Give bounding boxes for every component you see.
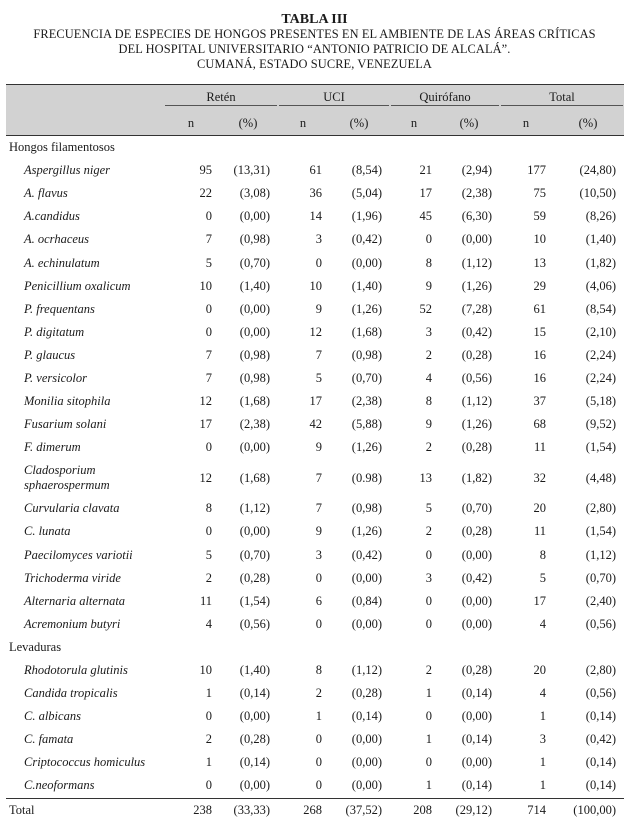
count-cell: 8 [539,547,546,562]
percent-cell: (0,00) [461,616,492,631]
count-cell: 13 [533,255,546,270]
percent-cell: (0,14) [585,778,616,793]
percent-cell: (1,12) [461,394,492,409]
percent-cell: (2,24) [585,370,616,385]
header-group-row [6,85,624,112]
count-cell: 4 [539,616,546,631]
table-row [6,659,624,682]
table-row [6,705,624,728]
table-row [6,436,624,459]
percent-cell: (1,12) [585,547,616,562]
header-group-uci: UCI [279,90,389,106]
percent-cell: (1,82) [585,255,616,270]
count-cell: 13 [419,470,432,485]
percent-cell: (4,48) [585,470,616,485]
count-cell: 0 [205,524,212,539]
count-cell: 17 [199,417,212,432]
count-cell: 9 [425,417,432,432]
species-name: Acremonium butyri [24,616,121,631]
count-cell: 1 [425,778,432,793]
table-title: TABLA III [281,12,348,27]
percent-cell: (0,70) [239,255,270,270]
species-name: Fusarium solani [24,417,107,432]
count-cell: 0 [425,755,432,770]
count-cell: 0 [425,547,432,562]
count-cell: 7 [315,501,322,516]
count-cell: 52 [419,301,432,316]
count-cell: 7 [205,232,212,247]
count-cell: 4 [539,686,546,701]
count-cell: 17 [533,593,546,608]
count-cell: 11 [533,440,546,455]
header-n: n [500,111,552,136]
count-cell: 0 [315,755,322,770]
total-count-cell: 714 [500,798,552,822]
count-cell: 20 [533,663,546,678]
count-cell: 1 [539,755,546,770]
count-cell: 21 [419,163,432,178]
count-cell: 0 [205,440,212,455]
count-cell: 11 [199,593,212,608]
header-percent: (%) [438,111,500,136]
species-name: P. glaucus [24,347,76,362]
count-cell: 61 [533,301,546,316]
percent-cell: (1,26) [461,417,492,432]
percent-cell: (1,82) [461,470,492,485]
count-cell: 1 [315,709,322,724]
species-name: C. albicans [24,709,81,724]
percent-cell: (0,28) [461,663,492,678]
count-cell: 4 [425,370,432,385]
percent-cell: (1,54) [585,524,616,539]
species-name: Criptococcus homiculus [24,755,146,770]
percent-cell: (8,26) [585,209,616,224]
percent-cell: (0,70) [351,370,382,385]
percent-cell: (0,14) [239,686,270,701]
percent-cell: (1,40) [239,278,270,293]
total-percent-cell: (33,33) [218,798,278,822]
count-cell: 0 [425,709,432,724]
count-cell: 45 [419,209,432,224]
percent-cell: (1,26) [351,524,382,539]
percent-cell: (2,38) [461,186,492,201]
species-name: A. ocrhaceus [24,232,90,247]
percent-cell: (0,56) [585,686,616,701]
percent-cell: (5,04) [351,186,382,201]
percent-cell: (0,70) [239,547,270,562]
percent-cell: (1,68) [239,470,270,485]
count-cell: 0 [315,570,322,585]
count-cell: 1 [425,686,432,701]
percent-cell: (0,14) [461,686,492,701]
percent-cell: (0,00) [351,255,382,270]
percent-cell: (1,12) [239,501,270,516]
percent-cell: (2,80) [585,501,616,516]
species-name: Trichoderma viride [24,570,121,585]
section-header-row [6,636,624,659]
species-name: Rhodotorula glutinis [24,663,128,678]
species-name: P. digitatum [24,324,85,339]
species-name: A. flavus [24,186,68,201]
count-cell: 0 [315,255,322,270]
percent-cell: (0,00) [239,709,270,724]
count-cell: 32 [533,470,546,485]
count-cell: 2 [205,732,212,747]
table-row [6,367,624,390]
percent-cell: (0,98) [239,232,270,247]
fungi-frequency-table [6,84,624,822]
table-row [6,390,624,413]
percent-cell: (0,00) [239,440,270,455]
count-cell: 9 [315,301,322,316]
table-row [6,275,624,298]
header-group-reten: Retén [165,90,277,106]
table-row [6,590,624,613]
header-sub-row [6,111,624,136]
percent-cell: (4,06) [585,278,616,293]
count-cell: 0 [315,778,322,793]
percent-cell: (6,30) [461,209,492,224]
count-cell: 8 [315,663,322,678]
percent-cell: (0,00) [239,301,270,316]
percent-cell: (0,42) [461,324,492,339]
count-cell: 8 [425,394,432,409]
percent-cell: (1,54) [239,593,270,608]
percent-cell: (0,98) [351,347,382,362]
header-n: n [164,111,218,136]
percent-cell: (0,84) [351,593,382,608]
count-cell: 9 [315,524,322,539]
count-cell: 1 [539,709,546,724]
count-cell: 2 [315,686,322,701]
percent-cell: (0,70) [461,501,492,516]
species-name: C. lunata [24,524,71,539]
table-row [6,682,624,705]
count-cell: 68 [533,417,546,432]
total-count-cell: 268 [278,798,328,822]
section-header-row [6,136,624,160]
percent-cell: (0,28) [461,440,492,455]
percent-cell: (0,70) [585,570,616,585]
percent-cell: (10,50) [579,186,616,201]
count-cell: 17 [419,186,432,201]
count-cell: 10 [199,278,212,293]
count-cell: 0 [425,616,432,631]
count-cell: 12 [199,470,212,485]
count-cell: 7 [315,470,322,485]
percent-cell: (0,00) [351,570,382,585]
count-cell: 0 [205,301,212,316]
percent-cell: (1,12) [461,255,492,270]
percent-cell: (0,14) [585,709,616,724]
percent-cell: (0,98) [239,370,270,385]
percent-cell: (0,00) [461,593,492,608]
percent-cell: (5,88) [351,417,382,432]
percent-cell: (0,00) [351,755,382,770]
section-label: Levaduras [9,639,62,654]
species-name: P. frequentans [24,301,95,316]
percent-cell: (0,14) [239,755,270,770]
header-blank [6,111,164,136]
percent-cell: (5,18) [585,394,616,409]
count-cell: 0 [315,616,322,631]
percent-cell: (0,14) [461,778,492,793]
species-name: Candida tropicalis [24,686,118,701]
count-cell: 20 [533,501,546,516]
percent-cell: (0,42) [585,732,616,747]
percent-cell: (2,10) [585,324,616,339]
percent-cell: (1,68) [239,394,270,409]
species-name: A.candidus [24,209,80,224]
species-name: Alternaria alternata [24,593,126,608]
percent-cell: (1,12) [351,663,382,678]
total-row [6,798,624,822]
count-cell: 95 [199,163,212,178]
percent-cell: (2,80) [585,663,616,678]
table-row [6,321,624,344]
percent-cell: (0,56) [461,370,492,385]
count-cell: 1 [539,778,546,793]
count-cell: 10 [199,663,212,678]
count-cell: 0 [425,232,432,247]
table-row [6,182,624,205]
count-cell: 5 [205,255,212,270]
count-cell: 3 [425,324,432,339]
count-cell: 7 [205,370,212,385]
table-row [6,298,624,321]
count-cell: 3 [539,732,546,747]
total-percent-cell: (100,00) [552,798,624,822]
species-name: Cladosporium sphaerospermum [24,463,110,493]
count-cell: 10 [533,232,546,247]
count-cell: 8 [205,501,212,516]
table-row [6,413,624,436]
header-percent: (%) [218,111,278,136]
header-group-total: Total [501,90,623,106]
percent-cell: (0,28) [351,686,382,701]
table-row [6,159,624,182]
count-cell: 9 [425,278,432,293]
percent-cell: (0,28) [239,570,270,585]
percent-cell: (1,54) [585,440,616,455]
table-row [6,613,624,636]
percent-cell: (0,00) [351,616,382,631]
percent-cell: (0,56) [239,616,270,631]
table-subtitle-line-2: DEL HOSPITAL UNIVERSITARIO “ANTONIO PATRICIO DE ALCALÁ”. [118,42,511,56]
percent-cell: (2,24) [585,347,616,362]
total-percent-cell: (37,52) [328,798,390,822]
count-cell: 16 [533,370,546,385]
table-subtitle-line-1: FRECUENCIA DE ESPECIES DE HONGOS PRESENTES EN EL AMBIENTE DE LAS ÁREAS CRÍTICAS [33,27,596,41]
header-n: n [390,111,438,136]
percent-cell: (1,40) [351,278,382,293]
table-row [6,751,624,774]
table-row [6,774,624,798]
percent-cell: (2,38) [239,417,270,432]
percent-cell: (0,00) [461,755,492,770]
count-cell: 5 [539,570,546,585]
count-cell: 8 [425,255,432,270]
header-blank [6,85,164,112]
count-cell: 17 [309,394,322,409]
percent-cell: (0,14) [461,732,492,747]
percent-cell: (2,94) [461,163,492,178]
count-cell: 12 [309,324,322,339]
total-count-cell: 238 [164,798,218,822]
count-cell: 0 [425,593,432,608]
percent-cell: (3,08) [239,186,270,201]
section-label: Hongos filamentosos [9,140,115,155]
count-cell: 0 [205,324,212,339]
count-cell: 3 [425,570,432,585]
table-row [6,251,624,274]
percent-cell: (24,80) [579,163,616,178]
percent-cell: (0,56) [585,616,616,631]
percent-cell: (0,98) [351,501,382,516]
count-cell: 16 [533,347,546,362]
table-row [6,728,624,751]
total-percent-cell: (29,12) [438,798,500,822]
total-count-cell: 208 [390,798,438,822]
species-name: C. famata [24,732,74,747]
table-row [6,567,624,590]
table-subtitle-line-3: CUMANÁ, ESTADO SUCRE, VENEZUELA [197,57,432,71]
percent-cell: (0,00) [239,209,270,224]
count-cell: 4 [205,616,212,631]
count-cell: 37 [533,394,546,409]
count-cell: 75 [533,186,546,201]
table-row [6,544,624,567]
count-cell: 3 [315,232,322,247]
percent-cell: (2,38) [351,394,382,409]
table-body [6,136,624,822]
percent-cell: (8,54) [585,301,616,316]
count-cell: 3 [315,547,322,562]
count-cell: 2 [425,347,432,362]
count-cell: 12 [199,394,212,409]
count-cell: 6 [315,593,322,608]
percent-cell: (0,28) [461,524,492,539]
percent-cell: (0,28) [239,732,270,747]
header-group-quirofano: Quirófano [391,90,499,106]
species-name: F. dimerum [24,440,81,455]
count-cell: 0 [205,709,212,724]
table-row [6,205,624,228]
percent-cell: (0,42) [351,547,382,562]
count-cell: 14 [309,209,322,224]
count-cell: 0 [315,732,322,747]
percent-cell: (1,26) [351,440,382,455]
percent-cell: (9,52) [585,417,616,432]
table-row [6,228,624,251]
species-name: Curvularia clavata [24,501,120,516]
percent-cell: (0,00) [351,732,382,747]
total-label: Total [6,798,164,822]
count-cell: 15 [533,324,546,339]
percent-cell: (0,98) [239,347,270,362]
table-row [6,497,624,520]
count-cell: 61 [309,163,322,178]
count-cell: 2 [425,663,432,678]
count-cell: 36 [309,186,322,201]
table-caption [0,0,629,72]
count-cell: 9 [315,440,322,455]
count-cell: 11 [533,524,546,539]
percent-cell: (0,00) [461,232,492,247]
header-n: n [278,111,328,136]
count-cell: 1 [425,732,432,747]
count-cell: 177 [527,163,546,178]
count-cell: 2 [425,440,432,455]
count-cell: 2 [205,570,212,585]
percent-cell: (13,31) [233,163,270,178]
percent-cell: (0,28) [461,347,492,362]
percent-cell: (0,14) [351,709,382,724]
percent-cell: (0,00) [461,547,492,562]
count-cell: 2 [425,524,432,539]
species-name: P. versicolor [24,370,87,385]
percent-cell: (0,42) [351,232,382,247]
count-cell: 22 [199,186,212,201]
percent-cell: (0,00) [239,778,270,793]
percent-cell: (0.98) [351,470,382,485]
count-cell: 1 [205,686,212,701]
percent-cell: (8,54) [351,163,382,178]
header-percent: (%) [552,111,624,136]
count-cell: 7 [205,347,212,362]
percent-cell: (1,40) [239,663,270,678]
percent-cell: (7,28) [461,301,492,316]
percent-cell: (2,40) [585,593,616,608]
count-cell: 42 [309,417,322,432]
percent-cell: (1,68) [351,324,382,339]
count-cell: 5 [205,547,212,562]
percent-cell: (1,96) [351,209,382,224]
percent-cell: (0,00) [239,324,270,339]
species-name: Monilia sitophila [24,394,111,409]
species-name: Aspergillus niger [24,163,110,178]
species-name: C.neoformans [24,778,95,793]
count-cell: 5 [315,370,322,385]
count-cell: 59 [533,209,546,224]
table-row [6,459,624,497]
percent-cell: (0,00) [239,524,270,539]
count-cell: 10 [309,278,322,293]
count-cell: 1 [205,755,212,770]
table-row [6,520,624,543]
count-cell: 0 [205,209,212,224]
species-name: Paecilomyces variotii [24,547,133,562]
species-name: Penicillium oxalicum [24,278,131,293]
species-name: A. echinulatum [24,255,100,270]
percent-cell: (0,00) [351,778,382,793]
count-cell: 7 [315,347,322,362]
percent-cell: (1,26) [351,301,382,316]
percent-cell: (0,00) [461,709,492,724]
percent-cell: (1,40) [585,232,616,247]
count-cell: 5 [425,501,432,516]
table-row [6,344,624,367]
count-cell: 29 [533,278,546,293]
percent-cell: (0,14) [585,755,616,770]
count-cell: 0 [205,778,212,793]
percent-cell: (1,26) [461,278,492,293]
header-percent: (%) [328,111,390,136]
percent-cell: (0,42) [461,570,492,585]
